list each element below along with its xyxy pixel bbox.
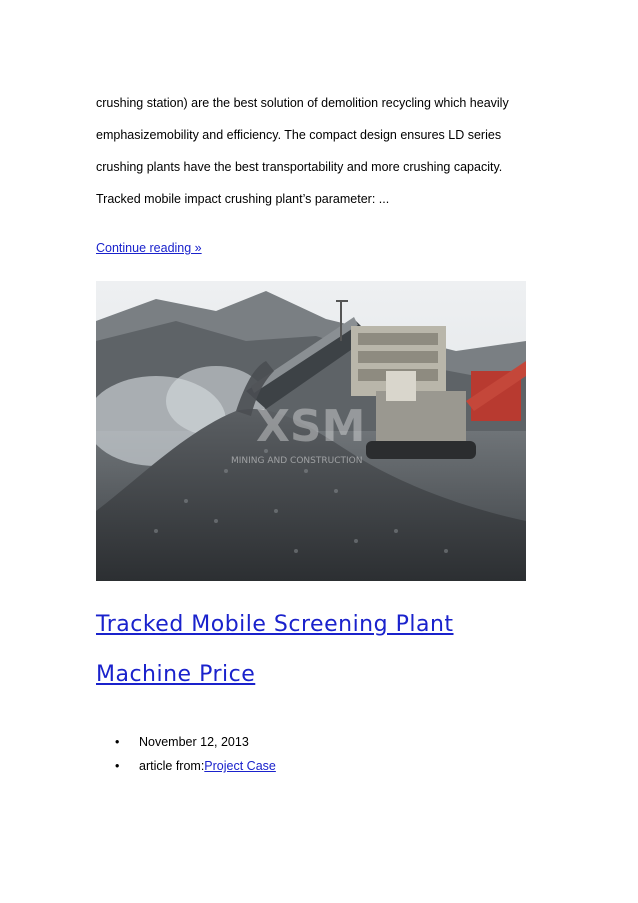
project-case-link[interactable]: Project Case [204,759,276,773]
bullet-glyph: • [115,735,120,749]
paragraph-line-4: Tracked mobile impact crushing plant’s parameter: ... [96,192,390,206]
bullet-glyph: • [115,759,120,773]
watermark-logo: XSM [256,401,366,452]
crusher-photo-graphic [96,281,526,581]
paragraph-line-3: crushing plants have the best transportability and more crushing capacity. [96,160,503,174]
post-date: November 12, 2013 [139,735,249,749]
post-title-line-1[interactable]: Tracked Mobile Screening Plant [96,612,454,637]
post-title-line-2[interactable]: Machine Price [96,662,256,687]
source-prefix: article from: [139,759,205,773]
continue-reading-link[interactable]: Continue reading » [96,241,202,255]
crusher-photo [96,281,526,581]
paragraph-line-1: crushing station) are the best solution of demolition recycling which heavily [96,96,509,110]
post-source-item [115,759,276,773]
paragraph-line-2: emphasizemobility and efficiency. The compact design ensures LD series [96,128,502,142]
post-date-item [115,735,249,749]
watermark-subtitle: MINING AND CONSTRUCTION [231,456,363,466]
